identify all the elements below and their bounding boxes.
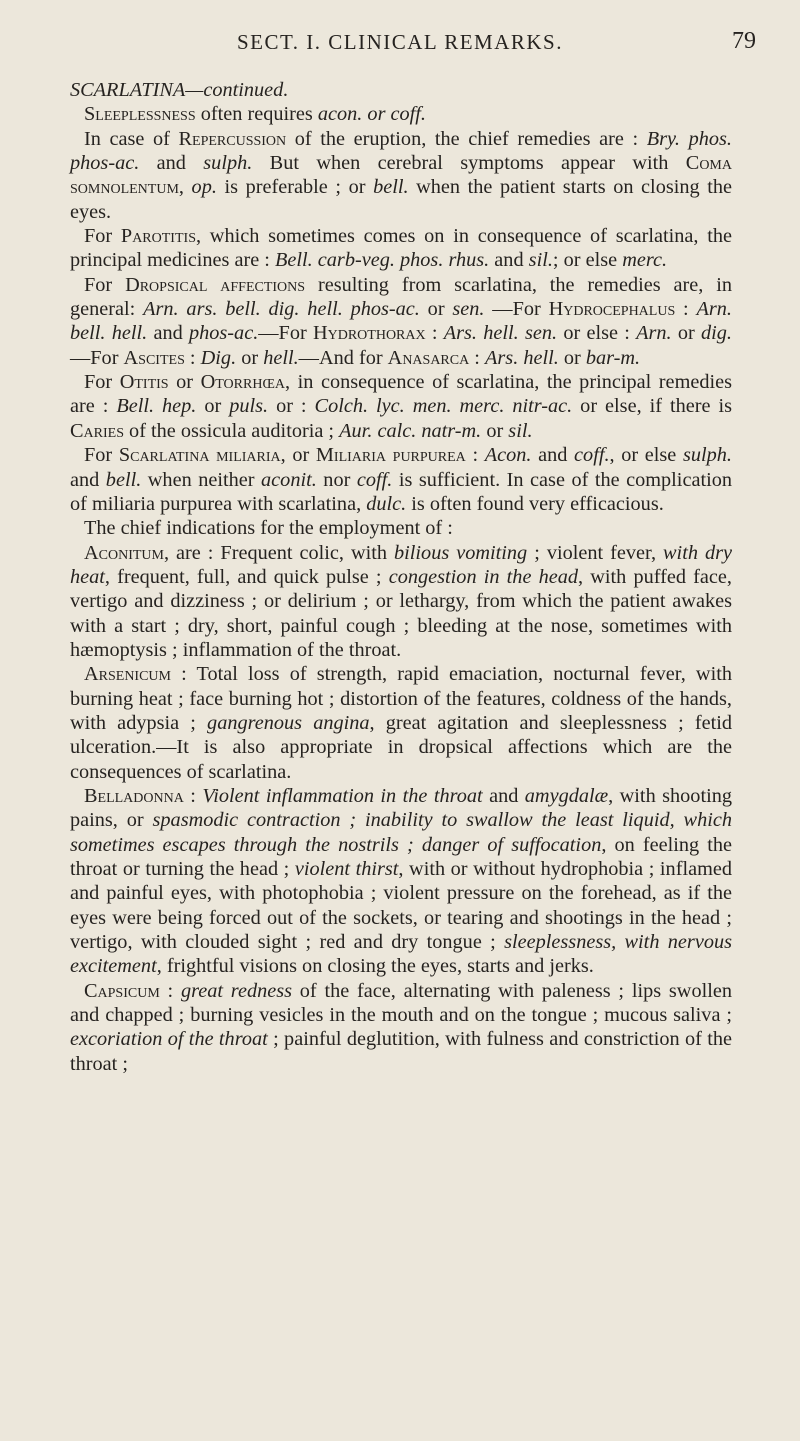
paragraph-miliaria bbox=[70, 443, 732, 516]
text-run: or else : bbox=[557, 322, 637, 345]
paragraph-parotitis bbox=[70, 224, 732, 273]
text-run: , with puffed face, vertigo and dizziness ; or delirium ; or lethargy, from which the patient awakes with a start ; dry, short, painful cough ; bleeding at the nose, sometimes with hæmoptysis ; inflammation of the throat. bbox=[70, 565, 733, 661]
text-run: —For bbox=[70, 346, 124, 369]
italic-term: sil. bbox=[508, 419, 533, 442]
italic-term: Arn. ars. bell. dig. hell. phos-ac. bbox=[143, 298, 420, 321]
italic-term: bar-m. bbox=[585, 346, 641, 369]
small-caps-term: Aconitum bbox=[84, 541, 164, 564]
text-run: In case of bbox=[84, 127, 179, 150]
text-run: and bbox=[147, 322, 189, 345]
text-run: —And for bbox=[298, 346, 388, 369]
running-head bbox=[0, 30, 800, 64]
italic-term: Colch. lyc. men. merc. nitr-ac. bbox=[314, 395, 573, 418]
italic-term: bilious vomiting bbox=[394, 541, 528, 564]
italic-term: great redness bbox=[180, 979, 293, 1002]
text-run: , great agitation and sleeplessness ; fetid ulceration.—It is also appropriate in dropsical affections which are the consequences of scarlatina. bbox=[70, 711, 732, 783]
text-run: But when cerebral symptoms appear with bbox=[252, 152, 686, 175]
text-run: : bbox=[425, 322, 444, 345]
text-run: , are : Frequent colic, with bbox=[163, 541, 395, 564]
italic-term: sleeplessness, with nervous excitement bbox=[70, 931, 732, 978]
italic-term: op. bbox=[191, 176, 217, 199]
italic-term: Bry. phos. phos-ac. bbox=[70, 127, 732, 175]
text-run: , with shooting pains, or bbox=[70, 784, 732, 832]
text-run: : bbox=[469, 346, 486, 369]
italic-term: Violent inflammation in the throat bbox=[202, 784, 483, 807]
text-run: : bbox=[184, 346, 201, 369]
italic-term: sulph. bbox=[203, 152, 253, 175]
small-caps-term: Sleeplessness bbox=[84, 103, 196, 126]
text-run: ; violent fever, bbox=[527, 541, 664, 564]
text-run: : bbox=[159, 979, 181, 1002]
italic-term: Arn. bbox=[636, 322, 672, 345]
italic-term: Ars. hell. bbox=[485, 346, 559, 369]
running-head-title: SECT. I. CLINICAL REMARKS. bbox=[236, 30, 563, 54]
text-run: is sufficient. In case of the complication of miliaria purpurea with scarlatina, bbox=[70, 468, 732, 515]
small-caps-term: Belladonna bbox=[84, 784, 184, 807]
small-caps-term: Otorrhœa bbox=[200, 371, 286, 394]
italic-term: bell. bbox=[105, 468, 142, 491]
text-run: and bbox=[531, 444, 575, 467]
text-run: when neither bbox=[141, 468, 262, 491]
text-run: often requires bbox=[195, 103, 318, 126]
italic-term: merc. bbox=[622, 249, 668, 272]
italic-term: Bell. hep. bbox=[116, 395, 197, 418]
small-caps-term: Scarlatina miliaria bbox=[118, 444, 281, 467]
italic-term: puls. bbox=[229, 395, 269, 418]
italic-term: dig. bbox=[701, 322, 732, 345]
italic-term: bell. bbox=[373, 176, 409, 199]
italic-term: with dry heat bbox=[70, 541, 732, 588]
small-caps-term: Capsicum bbox=[84, 979, 160, 1002]
section-title bbox=[70, 78, 732, 102]
italic-term: Arn. bell. hell. bbox=[70, 298, 732, 345]
small-caps-term: Arsenicum bbox=[84, 663, 171, 686]
italic-term: or coff. bbox=[367, 103, 427, 126]
text-run: , or bbox=[280, 444, 316, 467]
paragraph-arsenicum bbox=[70, 662, 732, 784]
small-caps-term: Parotitis bbox=[120, 225, 196, 248]
text-run: , which sometimes comes on in consequence of scarlatina, the principal medicines are : bbox=[70, 225, 732, 272]
text-run: For bbox=[84, 225, 121, 248]
text-run: , on feeling the throat or turning the head ; bbox=[70, 833, 732, 880]
italic-term: hell. bbox=[263, 346, 299, 369]
small-caps-term: Coma somnolentum bbox=[70, 152, 732, 199]
text-run: : bbox=[675, 298, 697, 321]
paragraph-capsicum bbox=[70, 979, 732, 1076]
italic-term: congestion in the head bbox=[388, 565, 579, 588]
text-run: For bbox=[84, 371, 120, 394]
text-run: , frightful visions on closing the eyes, starts and jerks. bbox=[156, 955, 594, 978]
text-run: ; painful deglutition, with fulness and constriction of the throat ; bbox=[70, 1028, 732, 1075]
italic-term: Ars. hell. sen. bbox=[443, 322, 558, 345]
italic-term: sil. bbox=[528, 249, 553, 272]
text-run: or bbox=[168, 371, 201, 394]
page-number: 79 bbox=[732, 28, 756, 54]
text-run: or bbox=[236, 346, 264, 369]
text-run: and bbox=[489, 249, 529, 272]
text-run: or bbox=[481, 419, 509, 442]
body-text bbox=[70, 78, 732, 1076]
text-run: is often found very efficacious. bbox=[406, 492, 664, 515]
small-caps-term: Hydrothorax bbox=[312, 322, 426, 345]
italic-term: amygdalæ bbox=[524, 784, 609, 807]
text-run: and bbox=[482, 784, 525, 807]
section-title-text: SCARLATINA—continued. bbox=[70, 79, 289, 101]
italic-term: Dig. bbox=[200, 346, 237, 369]
small-caps-term: Repercussion bbox=[178, 127, 287, 150]
italic-term: Bell. carb-veg. phos. rhus. bbox=[274, 249, 490, 272]
text-run: : bbox=[465, 444, 485, 467]
text-run: or bbox=[671, 322, 701, 345]
text-run: and bbox=[70, 468, 106, 491]
text-run: For bbox=[84, 273, 126, 296]
italic-term: coff. bbox=[574, 444, 610, 467]
text-run: or else, if there is bbox=[572, 395, 732, 418]
small-caps-term: Miliaria purpurea bbox=[315, 444, 466, 467]
text-run: , or else bbox=[609, 444, 683, 467]
text-run: : bbox=[183, 784, 203, 807]
paragraph-belladonna bbox=[70, 784, 732, 979]
small-caps-term: Otitis bbox=[119, 371, 169, 394]
paragraph-dropsical bbox=[70, 273, 732, 370]
text-run: , frequent, full, and quick pulse ; bbox=[104, 565, 389, 588]
text-run: or : bbox=[268, 395, 315, 418]
text-run: , bbox=[178, 176, 192, 199]
paragraph-otitis bbox=[70, 370, 732, 443]
italic-term: aconit. bbox=[261, 468, 317, 491]
italic-term: excoriation of the throat bbox=[70, 1028, 268, 1051]
text-run: and bbox=[139, 152, 204, 175]
italic-term: coff. bbox=[356, 468, 393, 491]
text-run: —For bbox=[258, 322, 313, 345]
italic-term: dulc. bbox=[366, 492, 407, 515]
text-run: of the face, alternating with paleness ; lips swollen and chapped ; burning vesicles in the mouth and on the tongue ; mucous saliva ; bbox=[70, 979, 732, 1027]
text-run: or bbox=[196, 395, 230, 418]
text-run: The chief indications for the employment of : bbox=[84, 517, 453, 540]
text-run: of the ossicula auditoria ; bbox=[123, 419, 340, 442]
italic-term: spasmodic contraction ; inability to swallow the least liquid, which sometimes escapes through the nostrils ; danger of suffocation bbox=[70, 809, 732, 856]
text-run: of the eruption, the chief remedies are : bbox=[286, 127, 647, 150]
italic-term: acon. bbox=[317, 103, 363, 126]
text-run: —For bbox=[484, 298, 549, 321]
text-run: or bbox=[419, 298, 453, 321]
text-run: For bbox=[84, 444, 119, 467]
text-run: : Total loss of strength, rapid emaciation, nocturnal fever, with burning heat ; face burning hot ; distortion of the features, coldness of the hands, with adypsia ; bbox=[70, 663, 732, 734]
italic-term: phos-ac. bbox=[188, 322, 259, 345]
italic-term: Acon. bbox=[484, 444, 532, 467]
paragraph-sleeplessness bbox=[70, 102, 732, 126]
italic-term: sulph. bbox=[682, 444, 732, 467]
text-run: or bbox=[558, 346, 586, 369]
text-run: resulting from scarlatina, the remedies are, in general: bbox=[70, 273, 732, 321]
text-run: , with or without hydrophobia ; inflamed and painful eyes, with photophobia ; violent pressure on the forehead, as if the eyes were being forced out of the sockets, or tearing and shootings in the head ; vertigo, with clouded sight ; red and dry tongue ; bbox=[70, 858, 732, 954]
text-run: ; or else bbox=[552, 249, 623, 272]
text-run: , in consequence of scarlatina, the principal remedies are : bbox=[70, 371, 733, 418]
italic-term: sen. bbox=[452, 298, 485, 321]
paragraph-aconitum bbox=[70, 541, 732, 663]
small-caps-term: Caries bbox=[70, 419, 124, 442]
text-run: nor bbox=[316, 468, 357, 491]
italic-term: Aur. calc. natr-m. bbox=[339, 419, 482, 442]
small-caps-term: Ascites bbox=[123, 346, 185, 369]
small-caps-term: Dropsical affections bbox=[125, 273, 306, 296]
text-run: is preferable ; or bbox=[216, 176, 374, 199]
text-run: when the patient starts on closing the eyes. bbox=[70, 176, 733, 223]
small-caps-term: Hydrocephalus bbox=[548, 298, 676, 321]
paragraph-repercussion bbox=[70, 127, 732, 224]
paragraph-indications-intro bbox=[70, 516, 732, 540]
italic-term: violent thirst bbox=[294, 858, 399, 880]
italic-term: gangrenous angina bbox=[207, 711, 370, 734]
small-caps-term: Anasarca bbox=[387, 346, 470, 369]
